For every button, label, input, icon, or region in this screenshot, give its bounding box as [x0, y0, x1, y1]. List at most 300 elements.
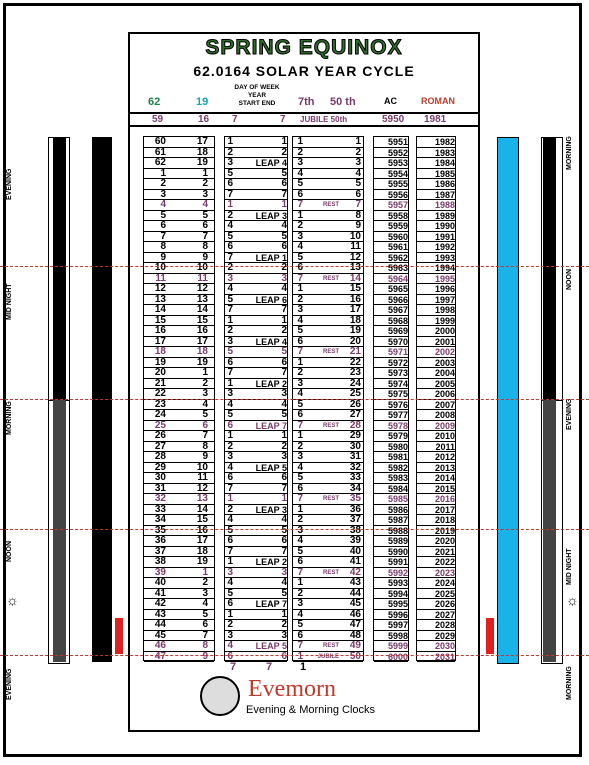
- cell-cycle-62: 46: [154, 640, 166, 651]
- cell-7th: 6: [297, 629, 303, 641]
- cell-7th: 7: [297, 493, 303, 504]
- cell-ac: 5989: [387, 536, 408, 546]
- table-row: [417, 211, 455, 222]
- right-label-midnight: MID NIGHT: [566, 548, 573, 585]
- table-row: [417, 631, 455, 642]
- table-row: [417, 536, 455, 547]
- table-row: [144, 652, 214, 663]
- footer-value-b: 7: [266, 661, 273, 673]
- table-row: [417, 442, 455, 453]
- cell-dow-end: LEAP 2: [255, 378, 287, 389]
- cell-cycle-62: 21: [154, 377, 166, 389]
- sun-icon-left: ☼: [6, 592, 19, 608]
- cell-7th: 4: [297, 314, 303, 326]
- cell-cycle-19: 5: [202, 209, 208, 221]
- header-jubile: JUBILE 50th: [300, 115, 348, 124]
- table-row: [417, 137, 455, 148]
- table-row: [225, 368, 287, 379]
- table-row: [225, 568, 287, 579]
- left-label-morning: MORNING: [6, 401, 13, 435]
- cell-roman: 2025: [434, 588, 455, 599]
- cell-7th: 2: [297, 367, 303, 378]
- footer-value-c: 1: [300, 661, 307, 673]
- table-row: [417, 158, 455, 169]
- cell-dow-start: 4: [227, 514, 233, 525]
- cell-cycle-19: 9: [202, 650, 208, 662]
- cell-50th: 5: [355, 178, 361, 189]
- table-row: [293, 190, 363, 201]
- cell-cycle-62: 42: [154, 598, 166, 609]
- table-row: [374, 599, 408, 610]
- cell-cycle-19: 11: [197, 272, 208, 284]
- cell-7th: 1: [297, 136, 303, 147]
- cell-roman: 1988: [434, 200, 455, 210]
- cell-7th: 1: [297, 650, 303, 662]
- cell-cycle-62: 2: [160, 178, 166, 189]
- table-row: [225, 620, 287, 631]
- header-ac: AC: [384, 96, 397, 106]
- table-row: [417, 400, 455, 411]
- cell-cycle-62: 4: [160, 199, 166, 210]
- cell-dow-end: 1: [281, 136, 287, 147]
- cell-roman: 2027: [434, 609, 455, 620]
- cell-cycle-19: 17: [196, 136, 208, 147]
- cell-dow-start: 6: [227, 598, 233, 609]
- cell-ac: 5970: [387, 336, 408, 347]
- cell-cycle-19: 9: [202, 451, 208, 462]
- cell-dow-start: 6: [227, 650, 233, 662]
- cell-cycle-19: 5: [202, 409, 208, 420]
- table-row: [374, 148, 408, 159]
- cell-dow-end: 4: [281, 220, 287, 231]
- brand-name: Evemorn: [248, 676, 336, 702]
- cell-ac: 5961: [387, 242, 408, 252]
- cell-dow-end: 7: [281, 304, 287, 315]
- table-row: [225, 610, 287, 621]
- sun-icon-right: ☼: [566, 592, 579, 608]
- cell-dow-start: 7: [227, 367, 233, 378]
- cell-50th: 34: [349, 482, 361, 494]
- cell-roman: 1998: [434, 305, 455, 315]
- table-row: [374, 536, 408, 547]
- table-row: [417, 169, 455, 180]
- table-row: [417, 232, 455, 243]
- header-value-7b: 7: [280, 114, 286, 125]
- table-row: [225, 221, 287, 232]
- table-row: [374, 305, 408, 316]
- cell-dow-start: 2: [227, 262, 233, 273]
- header-value-59: 59: [152, 114, 164, 125]
- table-row: [225, 358, 287, 369]
- cell-rest: REST: [322, 275, 339, 282]
- table-row: [225, 347, 287, 358]
- cell-roman: 1995: [434, 273, 455, 284]
- table-row: [417, 589, 455, 600]
- table-row: [374, 190, 408, 201]
- cell-dow-start: 1: [227, 199, 233, 210]
- table-row: [374, 442, 408, 453]
- cell-roman: 2023: [434, 567, 455, 578]
- cell-dow-start: 1: [227, 608, 233, 620]
- cell-7th: 6: [297, 482, 303, 494]
- cell-cycle-19: 19: [196, 157, 208, 168]
- cell-dow-end: LEAP 7: [255, 599, 287, 609]
- cell-dow-start: 4: [227, 577, 233, 588]
- left-scale-dark-top: [53, 137, 66, 400]
- table-row: [225, 263, 287, 274]
- cell-cycle-19: 16: [196, 524, 208, 536]
- cell-dow-start: 4: [227, 640, 233, 651]
- cell-cycle-19: 8: [202, 241, 208, 252]
- cell-dow-end: 1: [281, 199, 287, 210]
- cell-ac: 5967: [387, 305, 408, 315]
- cell-50th: 19: [349, 325, 361, 336]
- cell-7th: 2: [297, 293, 303, 305]
- cell-7th: 1: [297, 356, 303, 368]
- cell-dow-start: 6: [227, 356, 233, 368]
- table-row: [225, 316, 287, 327]
- cell-ac: 5958: [387, 210, 408, 221]
- table-row: [374, 158, 408, 169]
- cell-cycle-19: 18: [196, 545, 208, 557]
- table-row: [374, 631, 408, 642]
- cell-roman: 2022: [434, 557, 455, 567]
- cell-50th: 43: [349, 577, 361, 588]
- guide-line-1: [0, 266, 589, 267]
- cell-roman: 2031: [434, 651, 455, 662]
- table-row: [417, 358, 455, 369]
- cell-50th: 24: [349, 377, 361, 389]
- left-scale-dark-bottom: [53, 400, 66, 662]
- right-label-morning-bottom: MORNING: [566, 666, 573, 700]
- cell-cycle-62: 60: [154, 136, 166, 147]
- cell-7th: 4: [297, 241, 303, 252]
- table-row: [374, 253, 408, 264]
- cell-ac: 5979: [387, 431, 408, 441]
- table-row: [374, 557, 408, 568]
- cell-ac: 5986: [387, 504, 408, 515]
- cell-ac: 5994: [387, 588, 408, 599]
- cell-rest: REST: [322, 496, 339, 502]
- cell-dow-start: 5: [227, 524, 233, 536]
- table-row: [225, 536, 287, 547]
- right-label-morning-top: MORNING: [566, 136, 573, 170]
- cell-7th: 7: [297, 566, 303, 578]
- table-row: [374, 200, 408, 211]
- table-row: [374, 610, 408, 621]
- table-row: [225, 158, 287, 169]
- cell-cycle-62: 17: [154, 335, 166, 347]
- cell-roman: 2019: [434, 525, 455, 536]
- cell-dow-start: 2: [227, 325, 233, 336]
- table-row: [374, 578, 408, 589]
- cell-roman: 1993: [434, 252, 455, 263]
- cell-7th: 4: [297, 388, 303, 399]
- guide-line-2: [0, 399, 589, 400]
- table-row: [293, 148, 363, 159]
- cell-50th: 47: [349, 619, 361, 630]
- table-row: [417, 641, 455, 652]
- table-row: [417, 221, 455, 232]
- cell-50th: 1: [355, 136, 361, 147]
- cell-dow-start: 4: [227, 220, 233, 231]
- table-row: [417, 599, 455, 610]
- table-row: [417, 452, 455, 463]
- cell-dow-start: 1: [227, 430, 233, 441]
- cell-roman: 2006: [434, 389, 455, 399]
- cell-7th: 6: [297, 409, 303, 420]
- cell-roman: 2016: [434, 494, 455, 504]
- cell-7th: 4: [297, 167, 303, 179]
- cell-rest: REST: [322, 643, 339, 649]
- cell-cycle-62: 9: [160, 251, 166, 263]
- table-row: [417, 463, 455, 474]
- cell-50th: 20: [349, 335, 361, 347]
- cell-dow-start: 2: [227, 209, 233, 221]
- cell-cycle-19: 3: [202, 587, 208, 599]
- cell-50th: 31: [349, 451, 361, 462]
- table-row: [225, 137, 287, 148]
- cell-dow-start: 3: [227, 451, 233, 462]
- table-row: [374, 211, 408, 222]
- cell-roman: 1999: [434, 315, 455, 326]
- cell-roman: 2000: [434, 326, 455, 336]
- cell-cycle-19: 4: [202, 598, 208, 609]
- cell-cycle-19: 1: [202, 167, 208, 179]
- cell-50th: 17: [349, 304, 361, 315]
- cell-7th: 3: [297, 377, 303, 389]
- cell-roman: 2013: [434, 462, 455, 473]
- header-start-end: START END: [238, 100, 276, 107]
- cell-dow-start: 7: [227, 482, 233, 494]
- cell-50th: 40: [349, 545, 361, 557]
- cell-50th: 49: [349, 640, 361, 651]
- cell-cycle-62: 31: [154, 482, 166, 494]
- cell-dow-end: 1: [281, 493, 287, 504]
- cell-dow-end: LEAP 6: [255, 294, 287, 305]
- header-year: YEAR: [247, 92, 267, 99]
- table-row: [225, 337, 287, 348]
- cell-50th: 30: [349, 440, 361, 452]
- table-row: [225, 274, 287, 285]
- cell-ac: 5976: [387, 399, 408, 410]
- cell-dow-start: 2: [227, 146, 233, 158]
- cell-roman: 2010: [434, 431, 455, 441]
- table-row: [293, 200, 363, 211]
- cell-dow-end: 2: [281, 325, 287, 336]
- table-row: [374, 274, 408, 285]
- cell-cycle-19: 4: [202, 199, 208, 210]
- cell-ac: 5987: [387, 515, 408, 525]
- table-row: [225, 190, 287, 201]
- header-value-7a: 7: [232, 114, 238, 125]
- left-label-midnight: MID NIGHT: [6, 283, 13, 320]
- cell-cycle-62: 47: [154, 650, 166, 662]
- cell-dow-end: 1: [281, 430, 287, 441]
- table-row: [225, 295, 287, 306]
- cell-cycle-62: 22: [154, 388, 166, 399]
- cell-cycle-62: 33: [154, 503, 166, 515]
- cell-50th: 2: [355, 146, 361, 158]
- cell-cycle-62: 20: [154, 367, 166, 378]
- cell-cycle-19: 10: [196, 262, 208, 273]
- cell-50th: 45: [349, 598, 361, 609]
- cell-7th: 5: [297, 472, 303, 483]
- table-row: [374, 358, 408, 369]
- table-row: [417, 421, 455, 432]
- cell-50th: 41: [349, 556, 361, 567]
- table-row: [374, 505, 408, 516]
- table-row: [374, 421, 408, 432]
- cell-dow-start: 7: [227, 251, 233, 263]
- cell-cycle-62: 18: [154, 346, 166, 357]
- header-value-1981: 1981: [424, 114, 447, 125]
- header-7th: 7th: [298, 96, 315, 108]
- cell-cycle-19: 13: [196, 493, 208, 504]
- table-row: [225, 589, 287, 600]
- cell-cycle-19: 2: [202, 377, 208, 389]
- cell-cycle-19: 15: [196, 514, 208, 525]
- header-value-5950: 5950: [382, 114, 405, 125]
- table-row: [374, 137, 408, 148]
- table-row: [225, 599, 287, 610]
- cell-ac: 5975: [387, 389, 408, 399]
- table-row: [225, 641, 287, 652]
- cell-dow-end: 3: [281, 629, 287, 641]
- cell-50th: 15: [349, 283, 361, 294]
- left-red-marker: [115, 618, 123, 654]
- cell-dow-start: 2: [227, 503, 233, 515]
- cell-cycle-62: 30: [154, 472, 166, 483]
- cell-cycle-62: 16: [154, 325, 166, 336]
- cell-50th: 28: [349, 419, 361, 431]
- table-row: [374, 526, 408, 537]
- cell-dow-end: 5: [281, 409, 287, 420]
- cell-dow-end: 6: [281, 356, 287, 368]
- cell-cycle-62: 1: [160, 167, 166, 179]
- cell-7th: 7: [297, 272, 303, 284]
- table-row: [417, 253, 455, 264]
- cell-7th: 5: [297, 178, 303, 189]
- table-row: [374, 589, 408, 600]
- cell-dow-start: 7: [227, 545, 233, 557]
- cell-dow-end: 4: [281, 283, 287, 294]
- cell-cycle-19: 5: [202, 608, 208, 620]
- cell-dow-start: 1: [227, 136, 233, 147]
- table-row: [417, 368, 455, 379]
- cell-7th: 5: [297, 251, 303, 263]
- cell-cycle-19: 3: [202, 188, 208, 200]
- table-row: [417, 484, 455, 495]
- cell-roman: 1987: [434, 189, 455, 200]
- cell-ac: 5974: [387, 378, 408, 389]
- cell-ac: 5982: [387, 462, 408, 473]
- cell-ac: 5981: [387, 452, 408, 462]
- cell-7th: 5: [297, 398, 303, 410]
- cell-dow-end: 3: [281, 388, 287, 399]
- cell-7th: 7: [297, 640, 303, 651]
- cell-ac: 5999: [387, 641, 408, 651]
- cell-ac: 5968: [387, 315, 408, 326]
- cell-ac: 5971: [387, 347, 408, 357]
- cell-rest: JUBILE: [317, 653, 339, 660]
- table-row: [417, 473, 455, 484]
- left-label-evening-top: EVENING: [6, 168, 13, 200]
- page-subtitle: 62.0164 SOLAR YEAR CYCLE: [193, 63, 415, 79]
- cell-dow-end: 1: [281, 608, 287, 620]
- cell-roman: 1984: [434, 158, 455, 168]
- cell-dow-end: LEAP 4: [255, 158, 287, 168]
- cell-50th: 12: [349, 251, 361, 263]
- cell-cycle-62: 19: [154, 356, 166, 368]
- table-row: [374, 379, 408, 390]
- table-row: [225, 211, 287, 222]
- header-day-of-week: DAY OF WEEK: [234, 84, 280, 91]
- table-row: [225, 284, 287, 295]
- table-row: [225, 242, 287, 253]
- cell-cycle-62: 6: [160, 220, 166, 231]
- table-row: [417, 305, 455, 316]
- header-value-16: 16: [198, 114, 210, 125]
- cell-cycle-19: 7: [202, 430, 208, 441]
- cell-rest: REST: [322, 202, 339, 208]
- cell-cycle-62: 34: [154, 514, 166, 525]
- cell-7th: 4: [297, 461, 303, 473]
- cell-dow-start: 3: [227, 629, 233, 641]
- cell-roman: 2004: [434, 368, 455, 378]
- cell-cycle-62: 23: [154, 398, 166, 410]
- table-row: [225, 305, 287, 316]
- cell-dow-start: 1: [227, 314, 233, 326]
- cell-cycle-19: 9: [202, 251, 208, 263]
- cell-7th: 3: [297, 157, 303, 168]
- table-row: [374, 368, 408, 379]
- cell-dow-start: 1: [227, 556, 233, 567]
- cell-roman: 2003: [434, 357, 455, 368]
- table-row: [374, 484, 408, 495]
- cell-ac: 5993: [387, 578, 408, 588]
- cell-roman: 2030: [434, 641, 455, 651]
- cell-50th: 3: [355, 157, 361, 168]
- table-row: [374, 652, 408, 663]
- cell-cycle-62: 37: [154, 545, 166, 557]
- cell-cycle-62: 43: [154, 608, 166, 620]
- table-row: [225, 410, 287, 421]
- cell-dow-start: 5: [227, 167, 233, 179]
- header-50th: 50 th: [330, 96, 356, 108]
- cell-ac: 5957: [387, 200, 408, 210]
- cell-50th: 32: [349, 461, 361, 473]
- cell-ac: 5952: [387, 147, 408, 158]
- cell-cycle-19: 14: [196, 503, 208, 515]
- cell-ac: 5966: [387, 294, 408, 305]
- cell-ac: 5969: [387, 326, 408, 336]
- cell-7th: 3: [297, 230, 303, 242]
- cell-cycle-62: 36: [154, 535, 166, 546]
- cell-ac: 5960: [387, 231, 408, 242]
- cell-ac: 6000: [387, 651, 408, 662]
- cell-rest: REST: [322, 569, 339, 576]
- cell-cycle-19: 6: [202, 419, 208, 431]
- cell-dow-start: 3: [227, 157, 233, 168]
- cell-roman: 2009: [434, 420, 455, 431]
- table-row: [417, 242, 455, 253]
- cell-cycle-19: 18: [196, 146, 208, 158]
- cell-50th: 29: [349, 430, 361, 441]
- cell-50th: 23: [349, 367, 361, 378]
- table-row: [293, 211, 363, 222]
- right-label-evening: EVENING: [566, 398, 573, 430]
